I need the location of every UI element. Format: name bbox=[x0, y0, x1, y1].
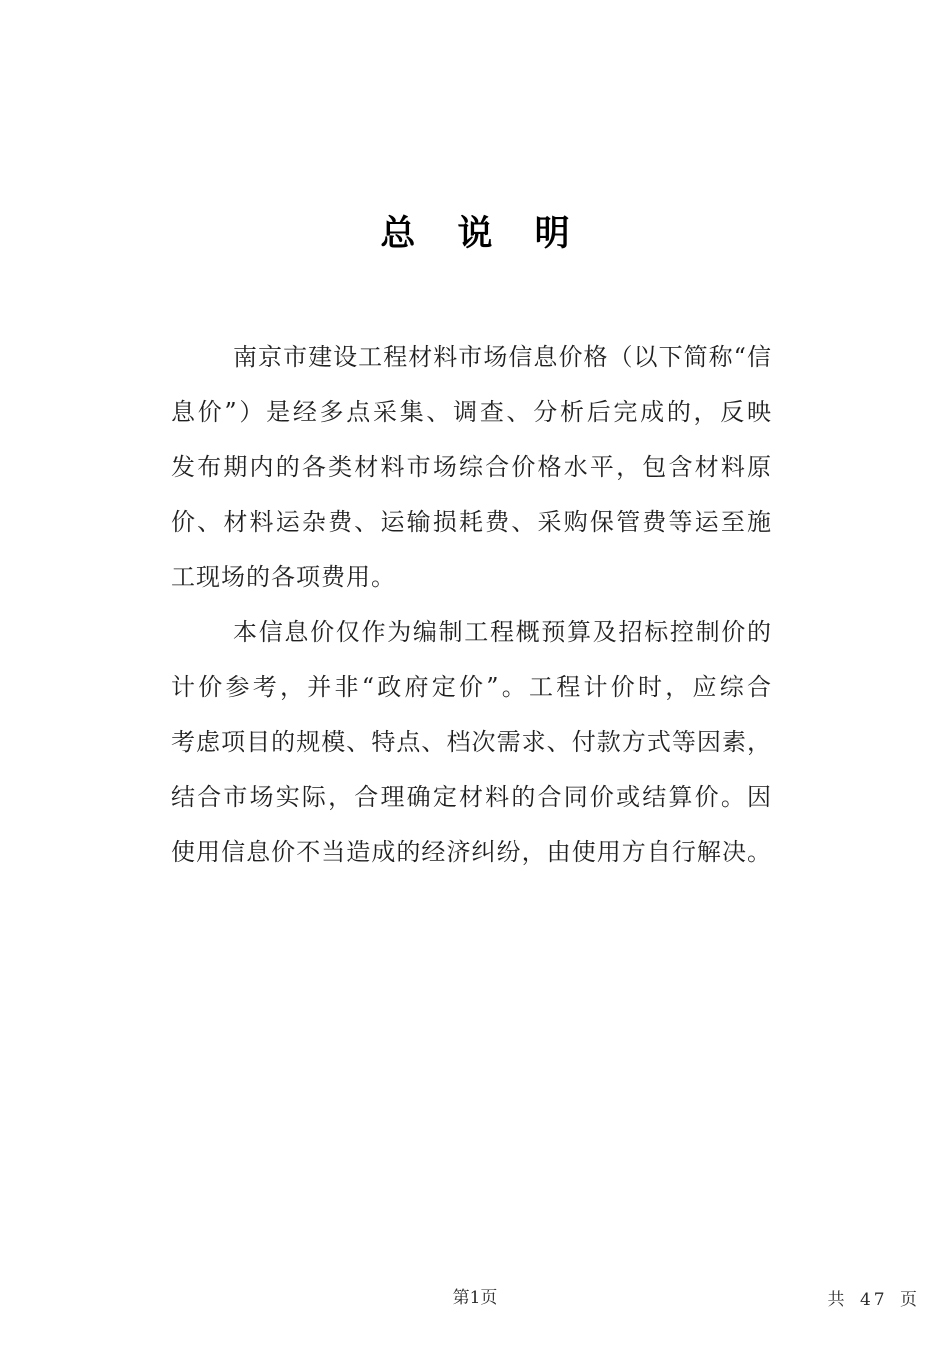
body-line: 结合市场实际，合理确定材料的合同价或结算价。因 bbox=[171, 783, 771, 811]
body-line: 发布期内的各类材料市场综合价格水平，包含材料原 bbox=[171, 453, 771, 481]
body-line: 息价”）是经多点采集、调查、分析后完成的，反映 bbox=[171, 398, 771, 426]
body-line: 工现场的各项费用。 bbox=[171, 563, 396, 591]
paragraph-2 bbox=[171, 605, 771, 880]
body-line: 计价参考，并非“政府定价”。工程计价时，应综合 bbox=[171, 673, 771, 701]
body-line: 考虑项目的规模、特点、档次需求、付款方式等因素， bbox=[171, 728, 771, 756]
body-line: 使用信息价不当造成的经济纠纷，由使用方自行解决。 bbox=[171, 838, 771, 866]
body-line: 南京市建设工程材料市场信息价格（以下简称“信 bbox=[233, 343, 771, 371]
footer-page-number: 第1页 bbox=[452, 1288, 498, 1308]
body-text bbox=[171, 330, 771, 880]
page-title: 总 说 明 bbox=[380, 214, 585, 254]
body-line: 本信息价仅作为编制工程概预算及招标控制价的 bbox=[233, 618, 771, 646]
body-line: 价、材料运杂费、运输损耗费、采购保管费等运至施 bbox=[171, 508, 771, 536]
footer-total-pages: 共 47 页 bbox=[827, 1290, 920, 1310]
paragraph-1 bbox=[171, 330, 771, 605]
